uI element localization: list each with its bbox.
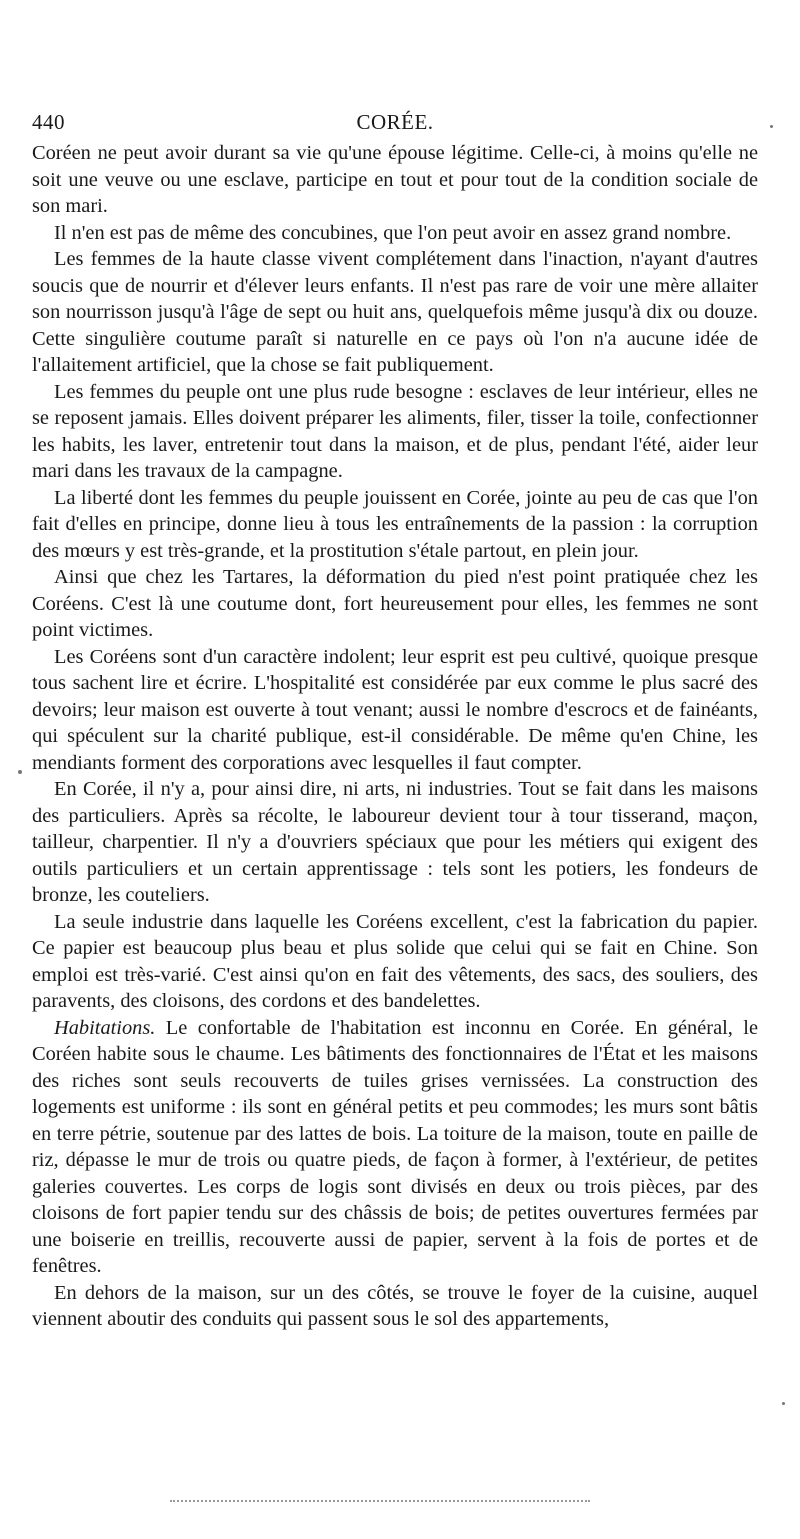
paragraph-industries: En Corée, il n'y a, pour ainsi dire, ni arts, ni industries. Tout se fait dans les maisons des particuliers. Après sa récolte, le laboureur devient tour à tour tisserand, maçon, tailleur, charpentier. Il n'y a d'ouvriers spéciaux que pour les métiers qui exigent des outils particuliers et un certain apprentissage : tels sont les potiers, les fondeurs de bronze, les couteliers. xyxy=(32,778,758,906)
scan-noise-dots xyxy=(170,1500,590,1506)
paragraph-continued: Coréen ne peut avoir durant sa vie qu'une épouse légitime. Celle-ci, à moins qu'elle ne soit une veuve ou une esclave, participe en tout et pour tout de la condition sociale de son mari. xyxy=(32,142,758,217)
paragraph-concubines: Il n'en est pas de même des concubines, que l'on peut avoir en assez grand nombre. xyxy=(54,221,732,244)
section-lead-habitations: Habitations. xyxy=(54,1016,156,1039)
running-head xyxy=(32,104,758,140)
paragraph-kitchen: En dehors de la maison, sur un des côtés, se trouve le foyer de la cuisine, auquel viennent aboutir des conduits qui passent sous le sol des appartements, xyxy=(32,1281,758,1330)
paragraph-liberty: La liberté dont les femmes du peuple jouissent en Corée, jointe au peu de cas que l'on fait d'elles en principe, donne lieu à tous les entraînements de la passion : la corruption des mœurs y est très-grande, et la prostitution s'étale partout, en plein jour. xyxy=(32,486,758,562)
book-page xyxy=(32,104,758,1333)
page-number: 440 xyxy=(32,110,65,134)
paragraph-upper-class-women: Les femmes de la haute classe vivent complétement dans l'inaction, n'ayant d'autres soucis que de nourrir et d'élever leurs enfants. Il n'est pas rare de voir une mère allaiter son nourrisson jusqu'à l'âge de sept ou huit ans, quelquefois même jusqu'à dix ou douze. Cette singulière coutume paraît si naturelle en ce pays où l'on n'a aucune idée de l'allaitement artificiel, que la chose se fait publiquement. xyxy=(32,248,758,376)
running-title: CORÉE. xyxy=(356,110,434,134)
paragraph-foot-binding: Ainsi que chez les Tartares, la déformation du pied n'est point pratiquée chez les Coréens. C'est là une coutume dont, fort heureusement pour elles, les femmes ne sont point victimes. xyxy=(32,566,758,641)
scan-speck xyxy=(18,770,22,774)
paragraph-character: Les Coréens sont d'un caractère indolent; leur esprit est peu cultivé, quoique presque tous sachent lire et écrire. L'hospitalité est considérée par eux comme le plus sacré des devoirs; leur maison est ouverte à tout venant; aussi le nombre d'escrocs et de fainéants, qui spéculent sur la charité publique, est-il considérable. De même qu'en Chine, les mendiants forment des corporations avec lesquelles il faut compter. xyxy=(32,645,758,774)
paragraph-common-women: Les femmes du peuple ont une plus rude besogne : esclaves de leur intérieur, elles ne se reposent jamais. Elles doivent préparer les aliments, filer, tisser la toile, confectionner les habits, les laver, entretenir tout dans la maison, et de plus, pendant l'été, aider leur mari dans les travaux de la campagne. xyxy=(32,380,758,482)
scan-speck xyxy=(782,1402,785,1405)
paragraph-habitations xyxy=(32,1015,758,1280)
habitations-text: Le confortable de l'habitation est inconnu en Corée. En général, le Coréen habite sous le chaume. Les bâtiments des fonctionnaires de l'État et les maisons des riches sont seuls recouverts de tuiles grises vernissées. La construction des logements est uniforme : ils sont en général petits et peu commodes; les murs sont bâtis en terre pétrie, soutenue par des lattes de bois. La toiture de la maison, toute en paille de riz, dépasse le mur de trois ou quatre pieds, de façon à former, à l'extérieur, de petites galeries couvertes. Les corps de logis sont divisés en deux ou trois pièces, par des cloisons de fort papier tendu sur des châssis de bois; de petites ouvertures fermées par une boiserie en treillis, recouverte aussi de papier, servent à la fois de portes et de fenêtres. xyxy=(32,1016,758,1277)
scan-speck xyxy=(770,125,773,128)
body-text xyxy=(32,140,758,1333)
paragraph-paper: La seule industrie dans laquelle les Coréens excellent, c'est la fabrication du papier. Ce papier est beaucoup plus beau et plus solide que celui qui se fait en Chine. Son emploi est très-varié. C'est ainsi qu'on en fait des vêtements, des sacs, des souliers, des paravents, des cloisons, des cordons et des bandelettes. xyxy=(32,910,758,1012)
